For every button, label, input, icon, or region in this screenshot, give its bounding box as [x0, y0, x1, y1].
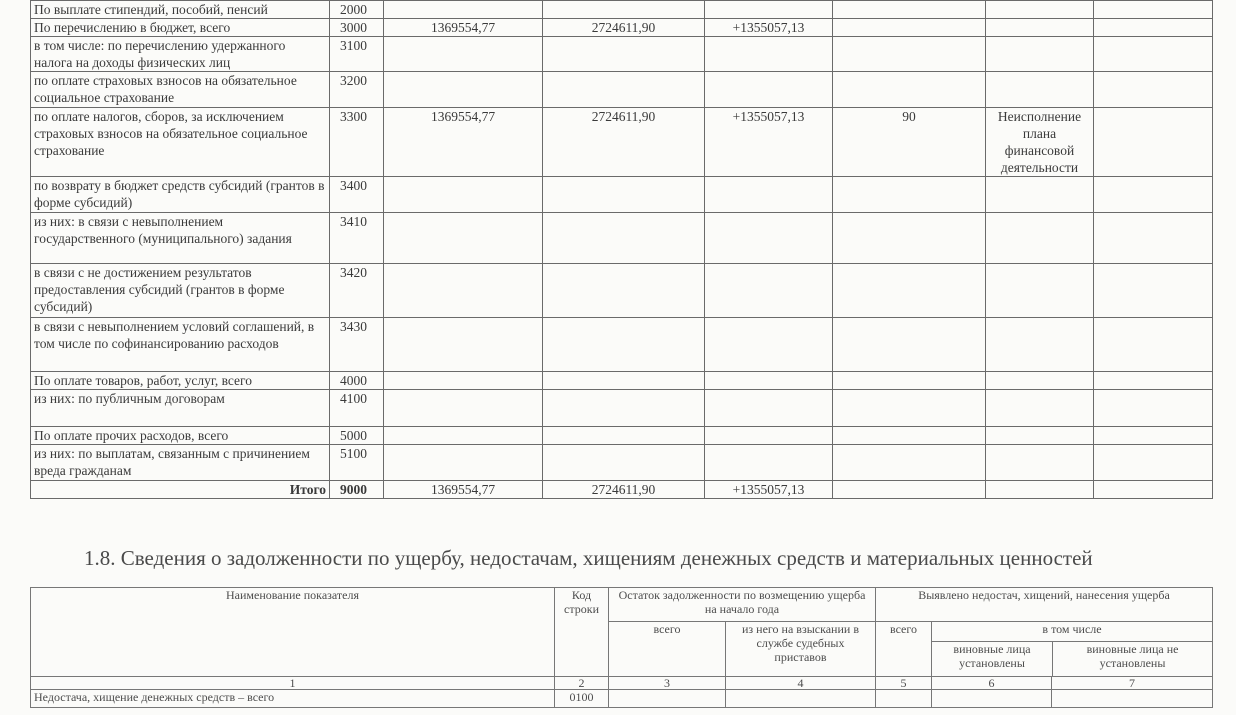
table-cell	[1094, 72, 1213, 108]
value-cell-c3	[384, 390, 543, 427]
row-code: 3420	[330, 264, 384, 318]
column-number: 6	[932, 677, 1052, 690]
column-number: 7	[1052, 677, 1213, 690]
row-name: в связи с не достижением результатов предоставления субсидий (грантов в форме субсидий)	[31, 264, 330, 318]
total-label: Итого	[31, 481, 330, 499]
value-cell-c3	[384, 177, 543, 213]
value-cell-c6	[833, 445, 986, 481]
row-cash-shortage-code: 0100	[555, 690, 609, 708]
table-cell	[1094, 372, 1213, 390]
header-balance-start: Остаток задолженности по возмещению ущерба на начало года	[609, 588, 876, 622]
value-cell-c6	[833, 264, 986, 318]
value-cell-c5	[705, 390, 833, 427]
value-cell-c4	[543, 213, 705, 264]
subheader-including	[932, 622, 1213, 677]
value-cell-c4	[543, 427, 705, 445]
value-cell-c3	[384, 37, 543, 72]
value-cell-c6	[833, 372, 986, 390]
value-cell-c6	[833, 390, 986, 427]
row-code: 3200	[330, 72, 384, 108]
table-cell	[876, 690, 932, 708]
table-row	[31, 19, 1213, 37]
value-cell-c7	[986, 213, 1094, 264]
row-name: из них: в связи с невыполнением государственного (муниципального) задания	[31, 213, 330, 264]
row-name: по возврату в бюджет средств субсидий (грантов в форме субсидий)	[31, 177, 330, 213]
value-cell-c3	[384, 372, 543, 390]
table-cell	[833, 481, 986, 499]
value-cell-c3	[384, 213, 543, 264]
table-row	[31, 427, 1213, 445]
value-cell-c5: +1355057,13	[705, 108, 833, 177]
subheader-culprits-known: виновные лица установлены	[932, 642, 1053, 676]
row-cash-shortage-name: Недостача, хищение денежных средств – всего	[31, 690, 555, 708]
row-name: По оплате прочих расходов, всего	[31, 427, 330, 445]
row-name: По выплате стипендий, пособий, пенсий	[31, 1, 330, 19]
column-number: 5	[876, 677, 932, 690]
value-cell-c5	[705, 264, 833, 318]
row-code: 4100	[330, 390, 384, 427]
section-title: 1.8. Сведения о задолженности по ущербу, недостачам, хищениям денежных средств и материальных ценностей	[84, 546, 1093, 570]
value-cell-c7	[986, 445, 1094, 481]
total-value: 2724611,90	[543, 481, 705, 499]
table-cell	[1094, 213, 1213, 264]
value-cell-c6	[833, 72, 986, 108]
value-cell-c7	[986, 177, 1094, 213]
value-cell-c6	[833, 37, 986, 72]
value-cell-c4	[543, 37, 705, 72]
row-name: по оплате налогов, сборов, за исключением страховых взносов на обязательное социальное страхование	[31, 108, 330, 177]
table-cell	[726, 690, 876, 708]
row-name: По перечислению в бюджет, всего	[31, 19, 330, 37]
value-cell-c7	[986, 264, 1094, 318]
row-code: 3430	[330, 318, 384, 372]
value-cell-c6	[833, 427, 986, 445]
value-cell-c4	[543, 1, 705, 19]
value-cell-c3	[384, 1, 543, 19]
column-number: 3	[609, 677, 726, 690]
header-indicator-name: Наименование показателя	[31, 588, 555, 677]
column-number: 4	[726, 677, 876, 690]
table-cell	[1094, 264, 1213, 318]
header-detected: Выявлено недостач, хищений, нанесения ущерба	[876, 588, 1213, 622]
table-cell	[986, 481, 1094, 499]
subheader-culprits-unknown: виновные лица не установлены	[1086, 642, 1179, 670]
table-row	[31, 390, 1213, 427]
value-cell-c7	[986, 372, 1094, 390]
table-cell	[1094, 108, 1213, 177]
budget-payments-table	[30, 0, 1213, 499]
table-cell	[1094, 481, 1213, 499]
value-cell-c7	[986, 72, 1094, 108]
row-code: 3000	[330, 19, 384, 37]
table-cell	[1094, 390, 1213, 427]
value-cell-c7	[986, 318, 1094, 372]
value-cell-c5	[705, 213, 833, 264]
value-cell-c6	[833, 1, 986, 19]
row-name: в том числе: по перечислению удержанного налога на доходы физических лиц	[31, 37, 330, 72]
damage-debt-table	[30, 587, 1213, 708]
value-cell-c4	[543, 72, 705, 108]
value-cell-c5	[705, 427, 833, 445]
total-value: +1355057,13	[705, 481, 833, 499]
table-row	[31, 1, 1213, 19]
value-cell-c6	[833, 19, 986, 37]
row-code: 3100	[330, 37, 384, 72]
row-name: По оплате товаров, работ, услуг, всего	[31, 372, 330, 390]
value-cell-c3: 1369554,77	[384, 19, 543, 37]
table-row	[31, 177, 1213, 213]
value-cell-c7: Неисполнение плана финансовой деятельности	[986, 108, 1094, 177]
value-cell-c6	[833, 318, 986, 372]
table-cell	[1094, 19, 1213, 37]
value-cell-c3	[384, 264, 543, 318]
value-cell-c7	[986, 19, 1094, 37]
value-cell-c5	[705, 37, 833, 72]
total-code: 9000	[330, 481, 384, 499]
value-cell-c3: 1369554,77	[384, 108, 543, 177]
value-cell-c4: 2724611,90	[543, 19, 705, 37]
row-name: в связи с невыполнением условий соглашений, в том числе по софинансированию расходов	[31, 318, 330, 372]
row-code: 3400	[330, 177, 384, 213]
table-cell	[1094, 1, 1213, 19]
row-code: 2000	[330, 1, 384, 19]
row-code: 3410	[330, 213, 384, 264]
value-cell-c7	[986, 1, 1094, 19]
column-number: 1	[31, 677, 555, 690]
value-cell-c4	[543, 372, 705, 390]
table-row	[31, 37, 1213, 72]
subheader-including-label: в том числе	[932, 622, 1212, 642]
header-line-code: Код строки	[555, 588, 609, 677]
table-row	[31, 445, 1213, 481]
value-cell-c3	[384, 318, 543, 372]
table-cell	[1094, 177, 1213, 213]
row-name: из них: по выплатам, связанным с причинением вреда гражданам	[31, 445, 330, 481]
value-cell-c5	[705, 318, 833, 372]
row-code: 5000	[330, 427, 384, 445]
row-name: по оплате страховых взносов на обязательное социальное страхование	[31, 72, 330, 108]
table-cell	[1094, 445, 1213, 481]
value-cell-c6	[833, 177, 986, 213]
value-cell-c5: +1355057,13	[705, 19, 833, 37]
column-number: 2	[555, 677, 609, 690]
value-cell-c6	[833, 213, 986, 264]
subheader-bailiffs: из него на взыскании в службе судебных приставов	[726, 622, 876, 677]
value-cell-c4: 2724611,90	[543, 108, 705, 177]
value-cell-c5	[705, 177, 833, 213]
table-cell	[1094, 318, 1213, 372]
value-cell-c5	[705, 72, 833, 108]
row-code: 4000	[330, 372, 384, 390]
total-value: 1369554,77	[384, 481, 543, 499]
value-cell-c6: 90	[833, 108, 986, 177]
value-cell-c4	[543, 390, 705, 427]
value-cell-c4	[543, 318, 705, 372]
table-row	[31, 72, 1213, 108]
table-row	[31, 213, 1213, 264]
row-code: 3300	[330, 108, 384, 177]
table-row	[31, 372, 1213, 390]
table-cell	[1052, 690, 1213, 708]
row-code: 5100	[330, 445, 384, 481]
subheader-detected-total: всего	[876, 622, 932, 677]
value-cell-c7	[986, 390, 1094, 427]
value-cell-c5	[705, 445, 833, 481]
table-row	[31, 108, 1213, 177]
value-cell-c5	[705, 1, 833, 19]
value-cell-c3	[384, 427, 543, 445]
subheader-balance-total: всего	[609, 622, 726, 677]
value-cell-c3	[384, 445, 543, 481]
table-cell	[1094, 427, 1213, 445]
table-cell	[932, 690, 1052, 708]
table-cell	[1094, 37, 1213, 72]
value-cell-c5	[705, 372, 833, 390]
value-cell-c7	[986, 427, 1094, 445]
table-row	[31, 318, 1213, 372]
value-cell-c4	[543, 264, 705, 318]
value-cell-c7	[986, 37, 1094, 72]
value-cell-c3	[384, 72, 543, 108]
table-cell	[609, 690, 726, 708]
row-name: из них: по публичным договорам	[31, 390, 330, 427]
table-row	[31, 264, 1213, 318]
value-cell-c4	[543, 445, 705, 481]
value-cell-c4	[543, 177, 705, 213]
total-row	[31, 481, 1213, 499]
